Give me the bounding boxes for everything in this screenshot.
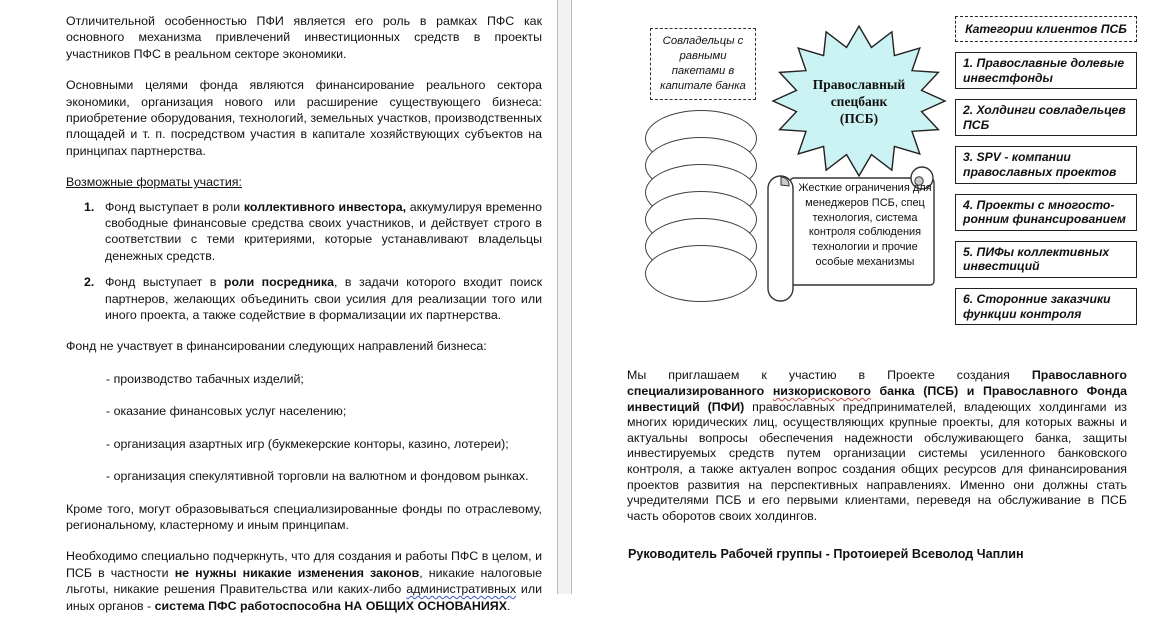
final-mid1: , никакие налоговые льготы, никакие решения Правительства или каких-либо <box>66 565 543 597</box>
invite-bold1: Православного специализированного <box>627 368 1127 398</box>
item-text <box>105 199 542 265</box>
numbered-item-2 <box>66 274 542 323</box>
paragraph-no-finance: Фонд не участвует в финансировании следующих направлений бизнеса: <box>66 338 487 353</box>
item1-bold: коллективного инвестора, <box>243 199 407 214</box>
item-text <box>105 274 542 323</box>
invite-spellcheck-word: низкорискового <box>772 383 871 398</box>
dash-item-tobacco: - производство табачных изделий; <box>106 371 304 386</box>
final-spellcheck-word: административных <box>406 582 517 597</box>
category-item-6: 6. Сторонние заказчики функции контроля <box>955 288 1137 325</box>
numbered-item-1 <box>66 199 542 265</box>
star-line-2: спецбанк <box>830 93 888 109</box>
star-line-1: Православный <box>812 76 906 92</box>
coowners-note-box: Совладельцы с равными пакетами в капитале банка <box>650 28 756 100</box>
constraints-text: Жесткие ограничения для менеджеров ПСБ, спец технология, система контроля соблюдения технологии и прочие особые механизмы <box>798 182 932 268</box>
final-bold2: система ПФС работоспособна НА ОБЩИХ ОСНОВАНИЯХ <box>154 598 507 613</box>
paragraph-final <box>66 548 542 614</box>
psb-starburst-shape <box>771 24 947 178</box>
category-item-5: 5. ПИФы коллективных инвестиций <box>955 241 1137 278</box>
starburst-label <box>771 24 947 178</box>
dash-item-speculation: - организация спекулятивной торговли на валютном и фондовом рынках. <box>106 469 529 484</box>
final-end: . <box>506 598 511 613</box>
item-number: 1. <box>84 199 95 214</box>
disk <box>645 245 757 302</box>
categories-panel <box>955 16 1137 325</box>
dash-item-financial-services: - оказание финансовых услуг населению; <box>106 404 347 419</box>
paragraph-distinctive: Отличительной особенностью ПФИ является его роль в рамках ПФС как основного механизма привлечений инвестиционных средств в проекты участников ПФС в реальном секторе экономики. <box>66 14 542 61</box>
category-item-2: 2. Холдинги совладельцев ПСБ <box>955 99 1137 136</box>
item2-post: , в задачи которого входит поиск партнеров, желающих объединить свои усилия для реализации того или иного проекта, а также содействие в формализации их партнерства. <box>105 275 542 323</box>
paragraph-goals: Основными целями фонда являются финансирование реального сектора экономики, организация нового или расширение существующего бизнеса: приобретение оборудования, технологий, земельных участков, производственных площадей и т. п. посредством участия в капитале хозяйствующих субъектов на принципах партнерства. <box>66 78 542 158</box>
signature-line: Руководитель Рабочей группы - Протоиерей Всеволод Чаплин <box>628 546 1024 561</box>
final-bold1: не нужны никакие изменения законов <box>174 565 420 580</box>
categories-header: Категории клиентов ПСБ <box>955 16 1137 42</box>
final-pre: Необходимо специально подчеркнуть, что для создания и работы ПФС в целом, и ПСБ в частности <box>66 549 542 580</box>
category-item-1: 1. Православные долевые инвестфонды <box>955 52 1137 89</box>
item2-pre: Фонд выступает в <box>105 275 224 290</box>
category-item-4: 4. Проекты с многосто-ронним финансированием <box>955 194 1137 231</box>
dash-item-gambling: - организация азартных игр (букмекерские конторы, казино, лотереи); <box>106 436 509 451</box>
invitation-paragraph <box>627 368 1127 524</box>
page-gap-divider <box>557 0 572 594</box>
star-line-3: (ПСБ) <box>839 110 879 126</box>
left-text-column <box>66 13 542 629</box>
formats-heading-text: Возможные форматы участия: <box>66 175 242 190</box>
paragraph-krome: Кроме того, могут образовываться специализированные фонды по отраслевому, региональному, кластерному и иным принципам. <box>66 501 542 532</box>
invite-post: православных предпринимателей, владеющих холдингами из многих юридических лиц, осуществляющих крупные проекты, для которых важны и актуальны вопросы обеспечения надежности обслуживающего банка, защиты инвестируемых средств путем организации системы усиленного банковского контроля, а также актуален вопрос создания общих ресурсов для финансирования проектов развития на перспективных направлениях. Именно они должны стать учредителями ПСБ и его первыми клиентами, переведя на обслуживание в ПСБ часть оборотов своих холдингов. <box>627 399 1127 523</box>
item1-post: аккумулируя временно свободные финансовые средства своих участников, и действует строго в соответствии с теми критериями, которые устанавливают владельцы денежных средств. <box>105 199 542 263</box>
formats-heading <box>66 174 542 190</box>
final-mid2: или иных органов - <box>66 582 542 613</box>
invite-pre: Мы приглашаем к участию в Проекте создания <box>627 368 1032 383</box>
right-page <box>573 0 1154 594</box>
left-page <box>0 0 557 613</box>
category-item-3: 3. SPV - компании православных проектов <box>955 146 1137 183</box>
invite-bold2: банка (ПСБ) и Православного Фонда инвестиций (ПФИ) <box>627 383 1127 414</box>
constraints-scroll-shape <box>763 163 943 305</box>
item-number: 2. <box>84 275 95 290</box>
item1-pre: Фонд выступает в роли <box>105 199 244 214</box>
item2-bold: роли посредника <box>223 275 334 290</box>
